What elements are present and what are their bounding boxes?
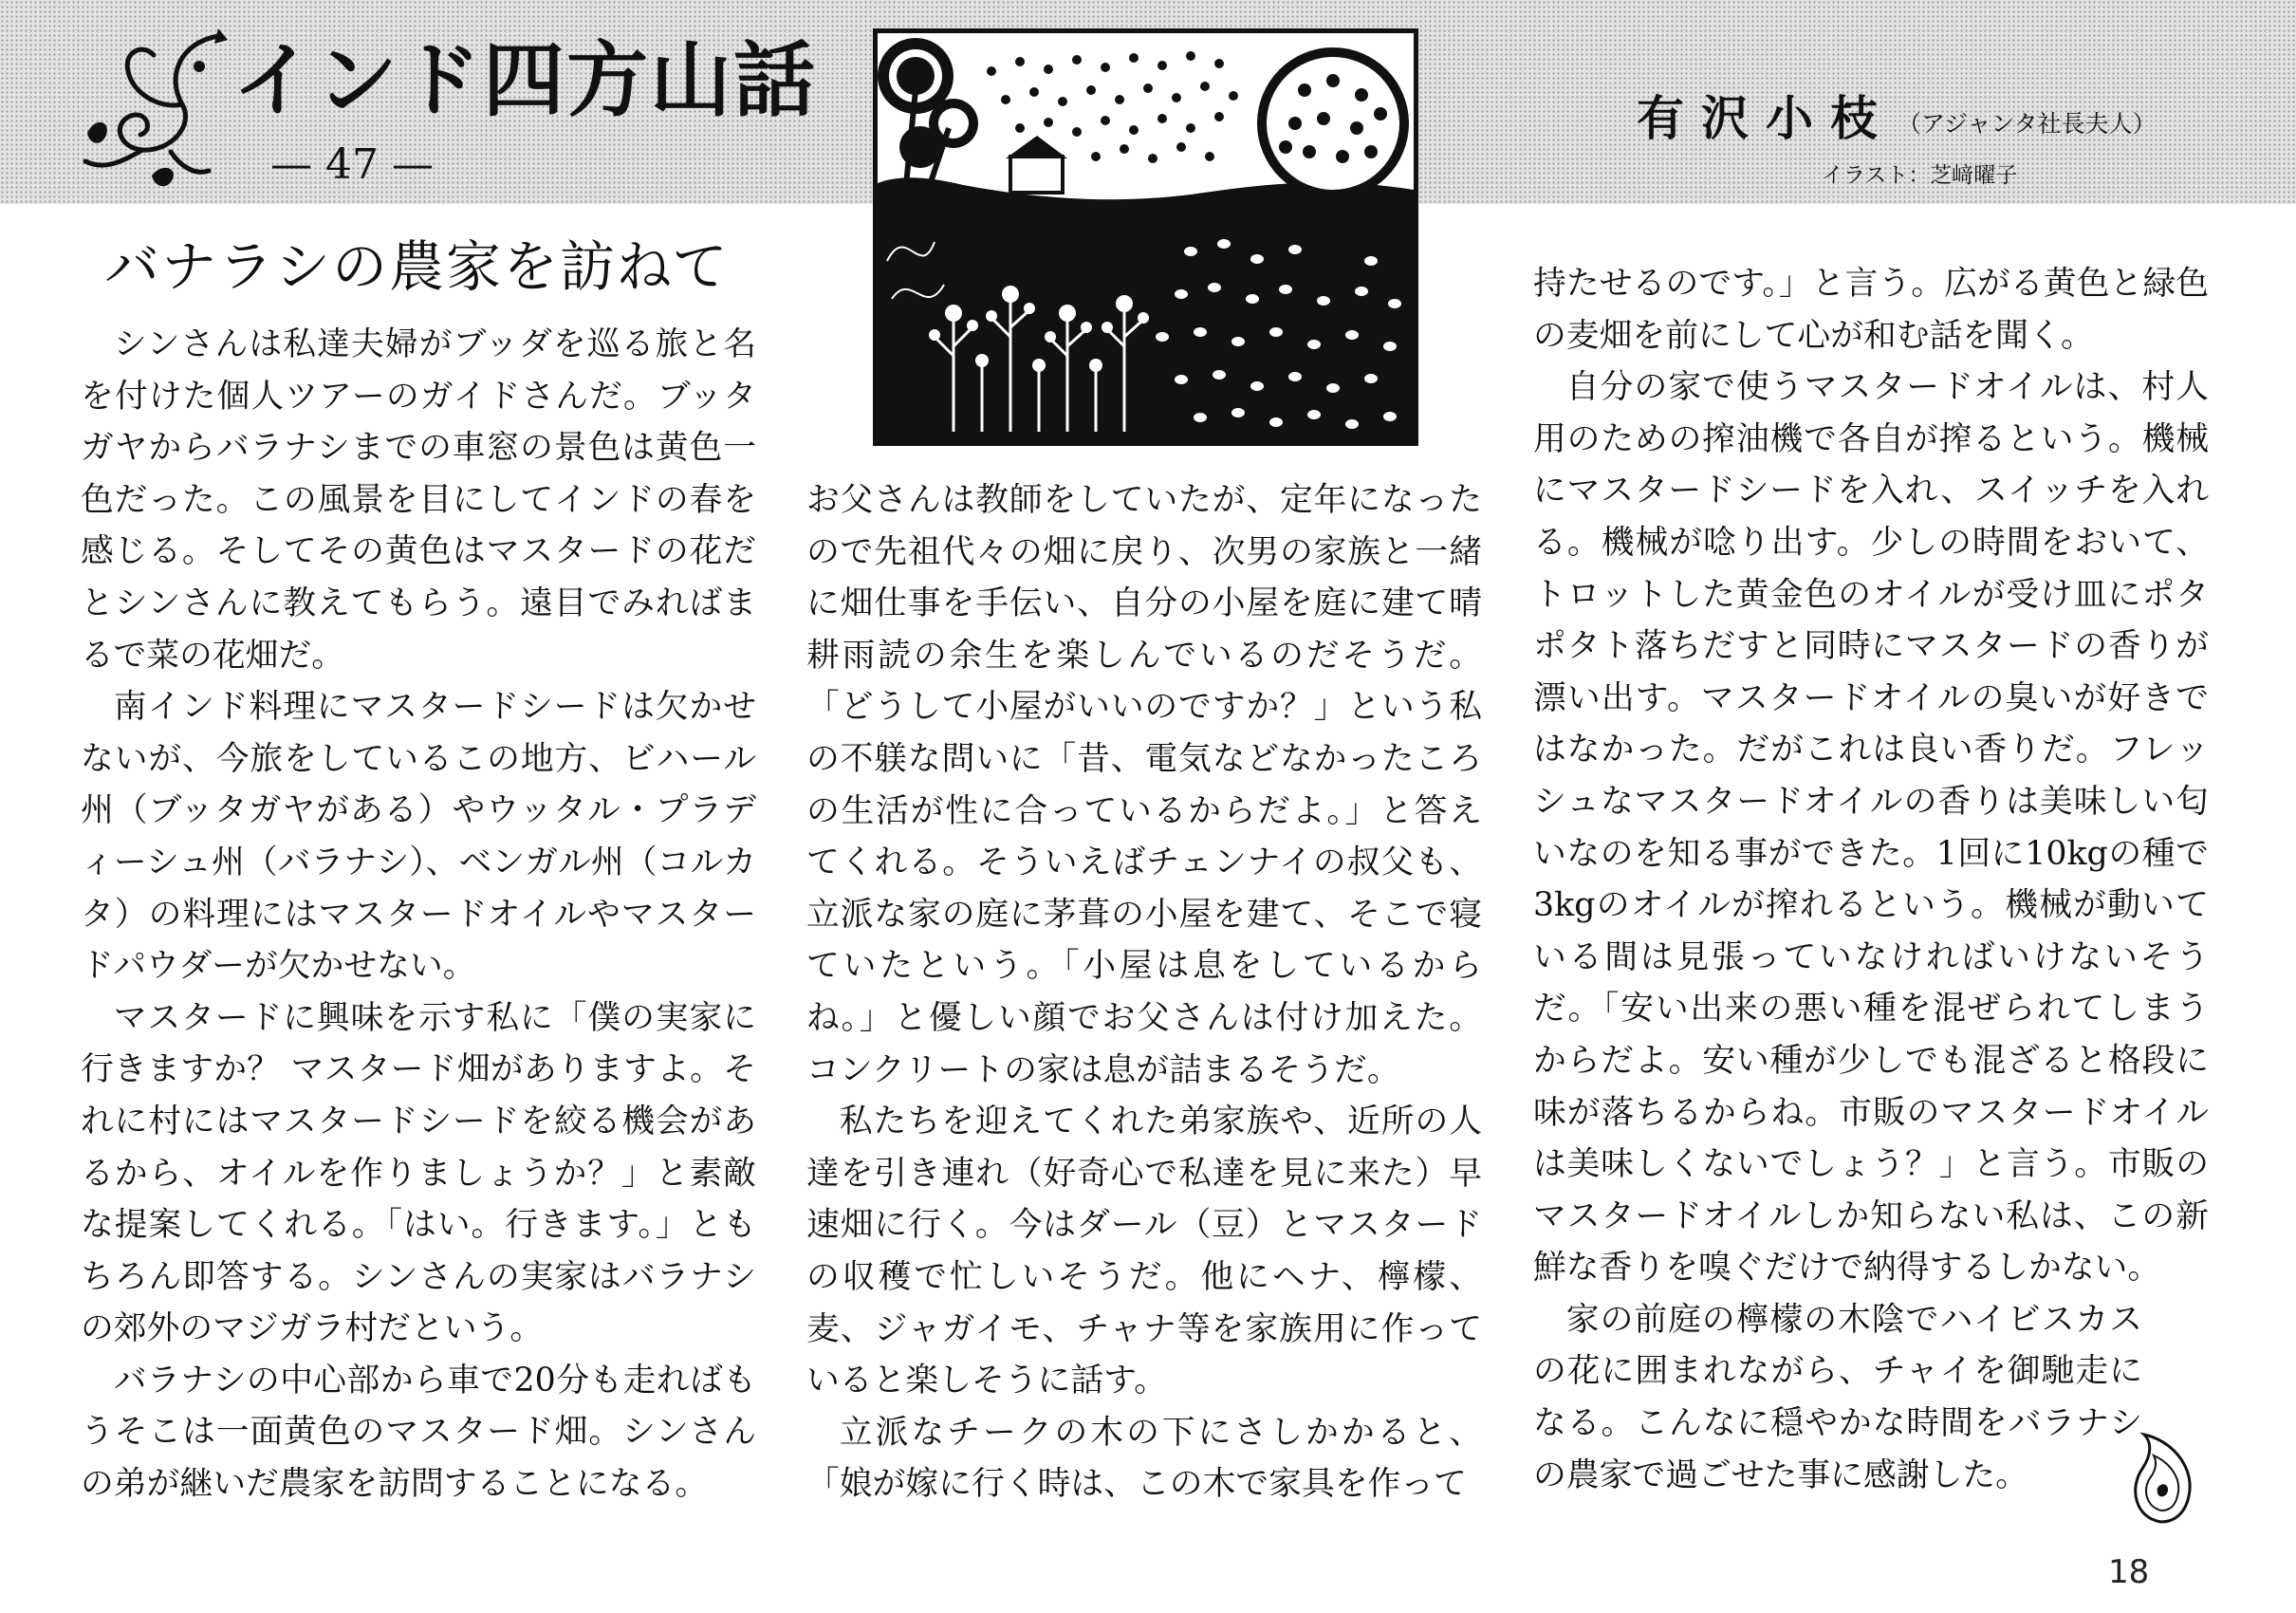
paragraph: バラナシの中心部から車で20分も走ればもうそこは一面黄色のマスタード畑。シンさんの弟が継いだ農家を訪問することになる。 — [81, 1361, 756, 1504]
paragraph: マスタードに興味を示す私に「僕の実家に行きますか？ マスタード畑がありますよ。それに村にはマスタードシードを絞る機会があるから、オイルを作りましょうか？」と素敵な提案してくれる。「はい。行きます。」ともちろん即答する。シンさんの実家はバラナシの郊外のマジガラ村だという。 — [81, 998, 756, 1348]
author-role: （アジャンタ社長夫人） — [1898, 110, 2157, 138]
farm-illustration — [873, 28, 1418, 446]
paisley-endmark-icon — [2123, 1431, 2199, 1526]
paragraph: 自分の家で使うマスタードオイルは、村人用のための搾油機で各自が搾るという。機械にマスタードシードを入れ、スイッチを入れる。機械が唸り出す。少しの時間をおいて、トロットした黄金色のオイルが受け皿にポタポタト落ちだすと同時にマスタードの香りが漂い出す。マスタードオイルの臭いが好きではなかった。だがこれは良い香りだ。フレッシュなマスタードオイルの香りは美味しい匂いなのを知る事ができた。1回に10kgの種で3kgのオイルが搾れるという。機械が動いている間は見張っていなければいけないそうだ。「安い出来の悪い種を混ぜられてしまうからだよ。安い種が少しでも混ざると格段に味が落ちるからね。市販のマスタードオイルは美味しくないでしょう？」と言う。市販のマスタードオイルしか知らない私は、この新鮮な香りを嗅ぐだけで納得するしかない。 — [1533, 368, 2209, 1288]
paragraph: 持たせるのです。」と言う。広がる黄色と緑色の麦畑を前にして心が和む話を聞く。 — [1533, 265, 2209, 355]
page-number: 18 — [2108, 1553, 2150, 1591]
paragraph: 私たちを迎えてくれた弟家族や、近所の人達を引き連れ（好奇心で私達を見に来た）早速畑に行く。今はダール（豆）とマスタードの収穫で忙しいそうだ。他にヘナ、檸檬、麦、ジャガイモ、チャナ等を家族用に作っていると楽しそうに話す。 — [806, 1103, 1482, 1400]
series-title: インド四方山話 — [232, 33, 817, 128]
article-title: バナラシの農家を訪ねて — [104, 234, 730, 299]
text-column-3 — [1533, 258, 2209, 1501]
paragraph: お父さんは教師をしていたが、定年になったので先祖代々の畑に戻り、次男の家族と一緒に畑仕事を手伝い、自分の小屋を庭に建て晴耕雨読の余生を楽しんでいるのだそうだ。「どうして小屋がいいのですか？」という私の不躾な問いに「昔、電気などなかったころの生活が性に合っているからだよ。」と答えてくれる。そういえばチェンナイの叔父も、立派な家の庭に茅葺の小屋を建て、そこで寝ていたという。「小屋は息をしているからね。」と優しい顔でお父さんは付け加えた。コンクリートの家は息が詰まるそうだ。 — [806, 481, 1482, 1089]
illustrator-credit: イラスト：芝﨑曜子 — [1822, 163, 2018, 188]
flourish-ornament — [76, 19, 237, 190]
author-name: 有沢小枝 — [1637, 90, 1895, 146]
text-column-1 — [81, 319, 756, 1511]
paragraph: シンさんは私達夫婦がブッダを巡る旅と名を付けた個人ツアーのガイドさんだ。ブッタガヤからバラナシまでの車窓の景色は黄色一色だった。この風景を目にしてインドの春を感じる。そしてその黄色はマスタードの花だとシンさんに教えてもらう。遠目でみればまるで菜の花畑だ。 — [81, 325, 756, 675]
paragraph: 立派なチークの木の下にさしかかると、「娘が嫁に行く時は、この木で家具を作って — [806, 1413, 1482, 1504]
text-column-2 — [806, 474, 1482, 1511]
issue-number: — 47 — — [270, 140, 434, 189]
paragraph: 南インド料理にマスタードシードは欠かせないが、今旅をしているこの地方、ビハール州（ブッタガヤがある）やウッタル・プラディーシュ州（バラナシ）、ベンガル州（コルカタ）の料理にはマスタードオイルやマスタードパウダーが欠かせない。 — [81, 688, 756, 986]
paragraph: 家の前庭の檸檬の木陰でハイビスカスの花に囲まれながら、チャイを御馳走になる。こんなに穏やかな時間をバラナシの農家で過ごせた事に感謝した。 — [1533, 1300, 2142, 1494]
